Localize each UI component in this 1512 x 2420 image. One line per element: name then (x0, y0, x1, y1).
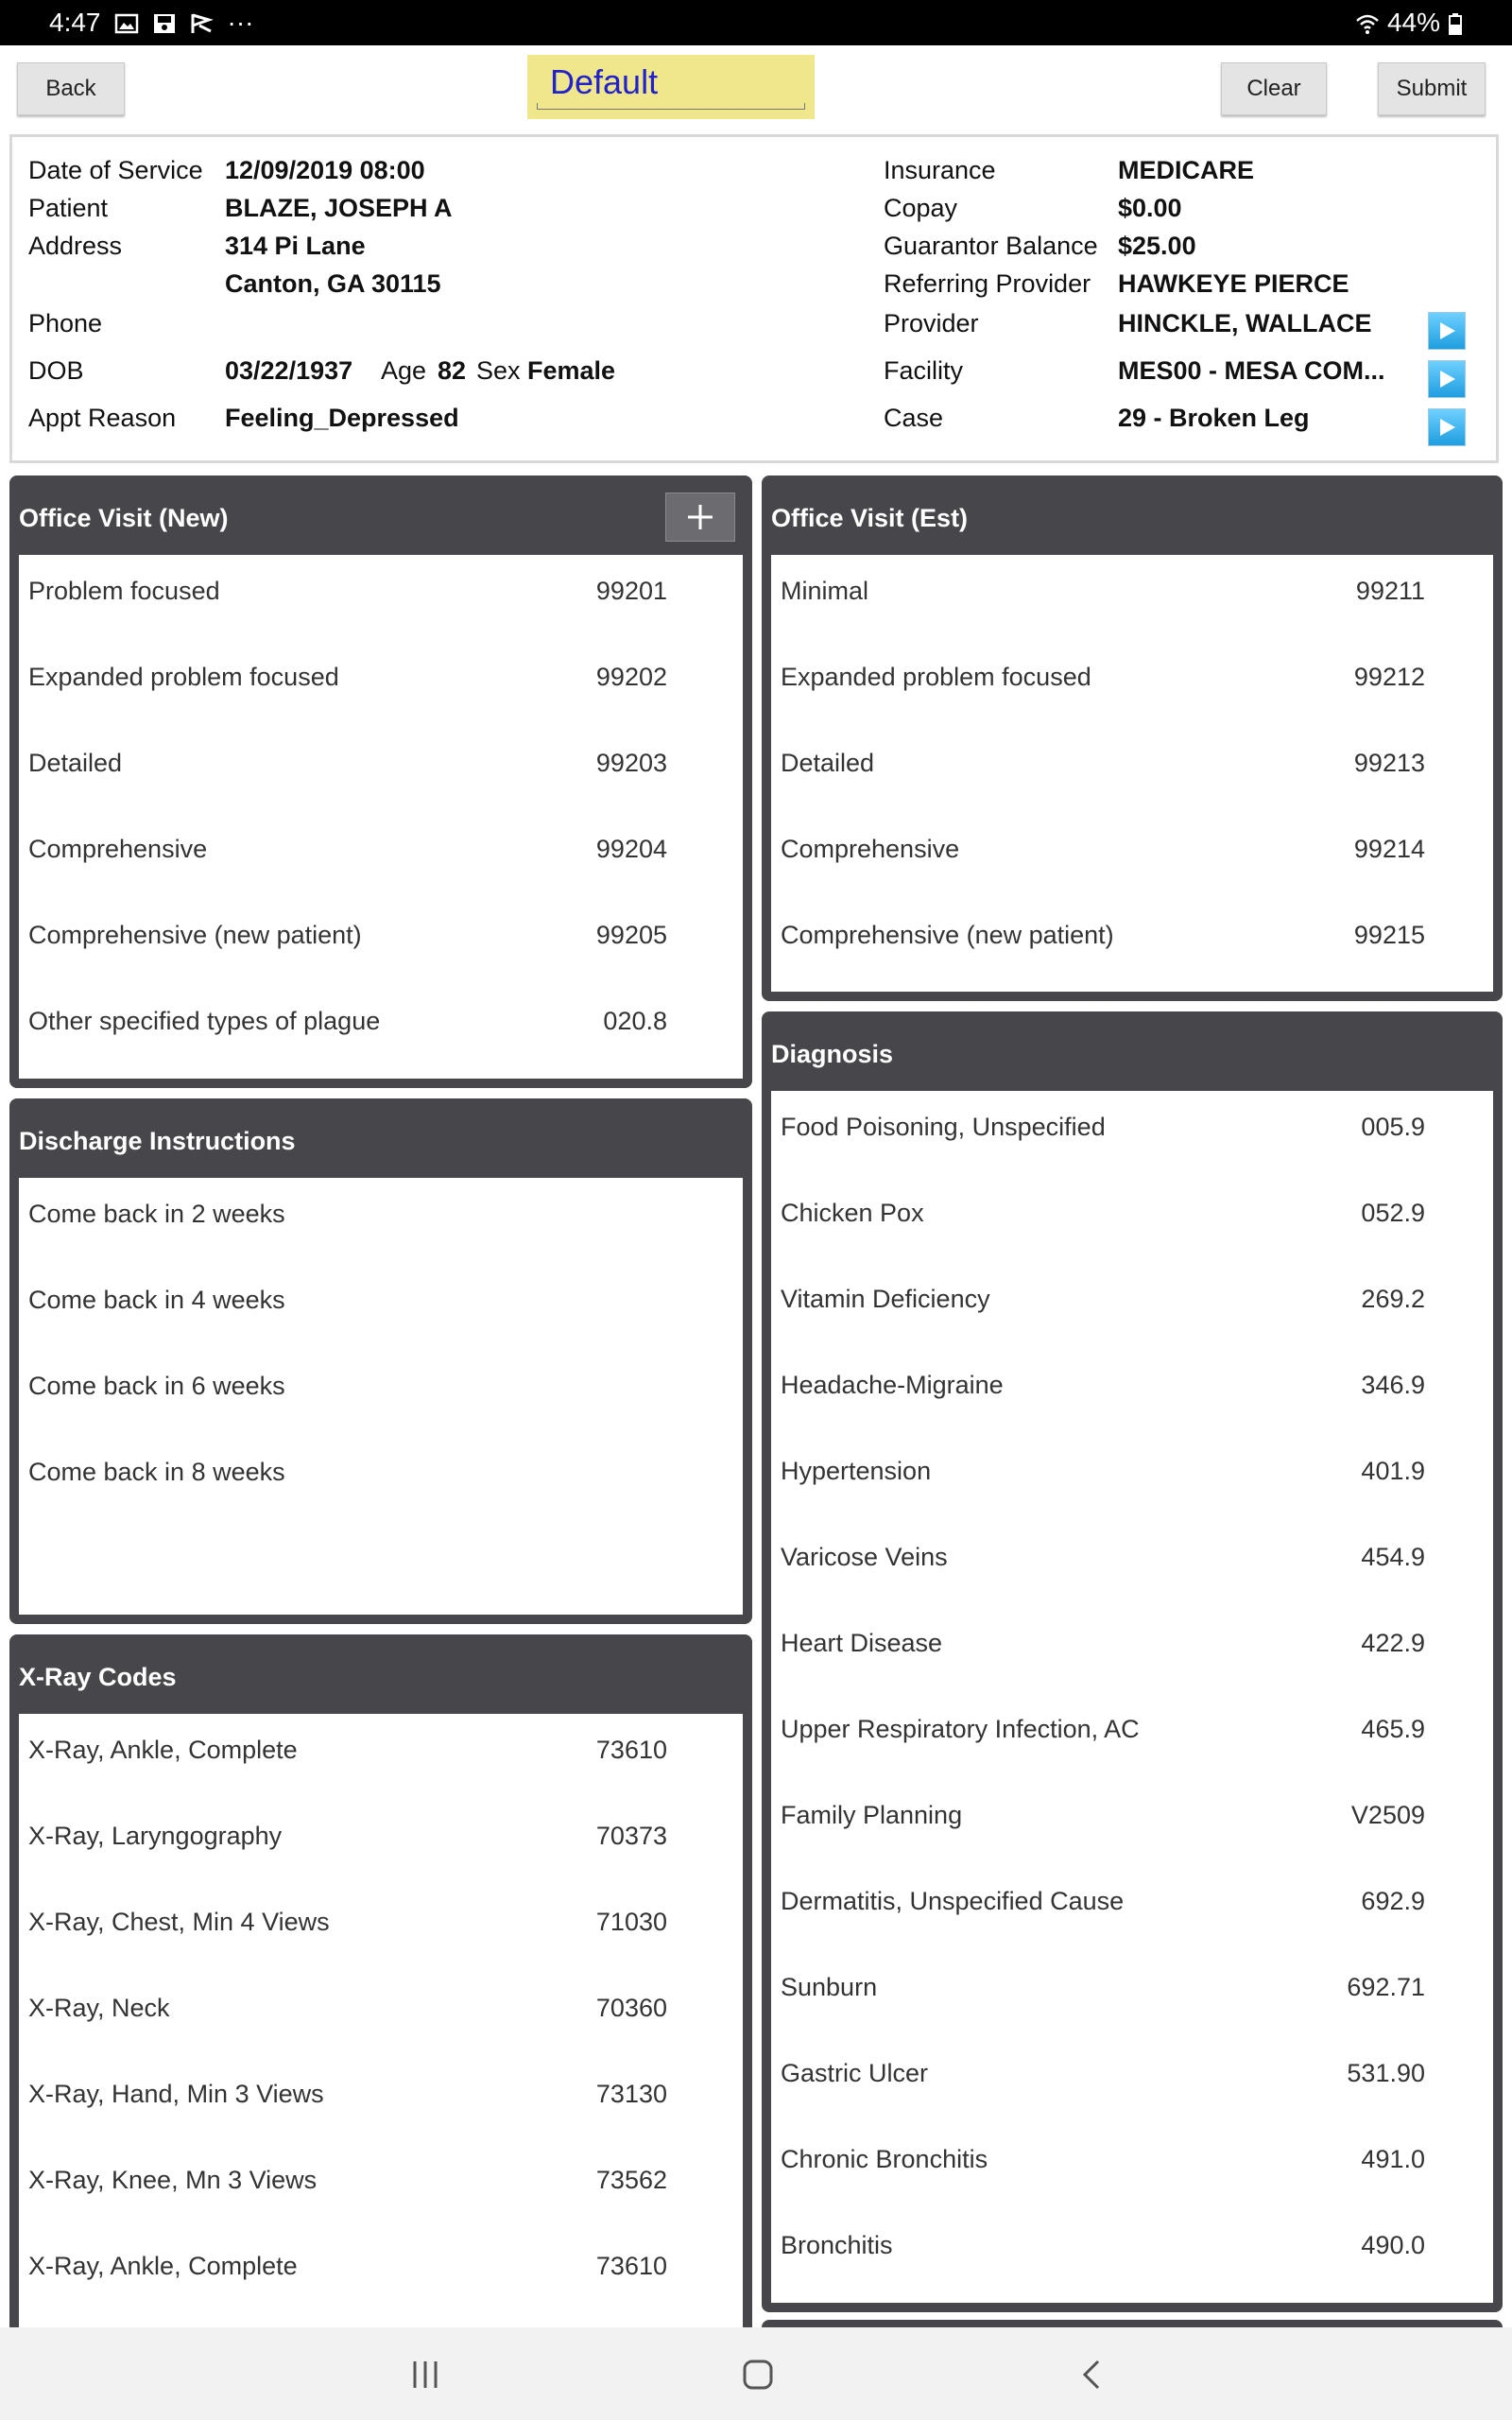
item-code: 99213 (1353, 749, 1425, 777)
list-item[interactable] (19, 813, 743, 899)
home-icon[interactable] (739, 2356, 777, 2394)
item-description: Chronic Bronchitis (781, 2145, 988, 2173)
case-value: 29 - Broken Leg (1118, 404, 1310, 432)
list-item[interactable] (19, 1436, 743, 1522)
item-code: 346.9 (1361, 1371, 1425, 1399)
item-description: X-Ray, Laryngography (28, 1822, 283, 1850)
item-code: 99202 (595, 663, 667, 691)
list-item[interactable] (771, 727, 1493, 813)
item-description: Minimal (781, 577, 869, 605)
item-description: Vitamin Deficiency (781, 1285, 990, 1313)
item-code: 73610 (595, 2252, 667, 2280)
date-of-service-value: 12/09/2019 08:00 (225, 156, 425, 184)
item-description: Headache-Migraine (781, 1371, 1004, 1399)
address-line1: 314 Pi Lane (225, 232, 366, 260)
list-item[interactable] (771, 1951, 1493, 2037)
list-item[interactable] (19, 1972, 743, 2058)
list-item[interactable] (771, 1865, 1493, 1951)
item-code: 99205 (595, 921, 667, 949)
item-description: X-Ray, Chest, Min 4 Views (28, 1908, 330, 1936)
item-description: Expanded problem focused (781, 663, 1091, 691)
item-description: Sunburn (781, 1973, 878, 2001)
copay-label: Copay (884, 194, 958, 222)
office-visit-new-title: Office Visit (New) (19, 504, 229, 532)
back-nav-icon[interactable] (1074, 2356, 1111, 2394)
item-code: 005.9 (1361, 1113, 1425, 1141)
facility-value: MES00 - MESA COM... (1118, 356, 1385, 385)
item-description: Gastric Ulcer (781, 2059, 929, 2087)
office-visit-est-panel (762, 475, 1503, 1001)
list-item[interactable] (771, 813, 1493, 899)
item-description: X-Ray, Ankle, Complete (28, 1736, 298, 1764)
battery-icon (1448, 11, 1463, 34)
list-item[interactable] (19, 727, 743, 813)
referring-provider-value: HAWKEYE PIERCE (1118, 269, 1349, 298)
item-description: Comprehensive (781, 835, 960, 863)
item-code: 422.9 (1361, 1629, 1425, 1657)
item-description: X-Ray, Hand, Min 3 Views (28, 2080, 324, 2108)
case-label: Case (884, 404, 944, 432)
provider-value: HINCKLE, WALLACE (1118, 309, 1372, 337)
item-code: 99204 (595, 835, 667, 863)
item-description: Heart Disease (781, 1629, 943, 1657)
item-code: 99201 (595, 577, 667, 605)
office-visit-new-panel (9, 475, 752, 1088)
item-description: Detailed (28, 749, 123, 777)
item-code: 71030 (595, 1908, 667, 1936)
item-code: 99212 (1353, 663, 1425, 691)
age-value: 82 (438, 356, 467, 385)
item-description: Varicose Veins (781, 1543, 948, 1571)
xray-codes-panel (9, 1634, 752, 2353)
plus-icon (684, 501, 716, 533)
item-description: Upper Respiratory Infection, AC (781, 1715, 1140, 1743)
list-item[interactable] (771, 1177, 1493, 1263)
list-item[interactable] (19, 1886, 743, 1972)
list-item[interactable] (19, 1264, 743, 1350)
list-item[interactable] (19, 2230, 743, 2316)
list-item[interactable] (771, 1521, 1493, 1607)
provider-select-play-icon[interactable] (1428, 312, 1466, 350)
clear-button[interactable]: Clear (1221, 62, 1327, 115)
image-icon (114, 11, 139, 34)
item-code: 99211 (1355, 577, 1425, 605)
xray-codes-list (19, 1714, 743, 2353)
sex-label: Sex (476, 356, 521, 385)
list-item[interactable] (771, 2123, 1493, 2209)
office-visit-est-list (771, 555, 1493, 992)
item-description: X-Ray, Knee, Mn 3 Views (28, 2166, 318, 2194)
item-description: Food Poisoning, Unspecified (781, 1113, 1106, 1141)
item-code: 020.8 (603, 1007, 667, 1035)
list-item[interactable] (771, 1435, 1493, 1521)
list-item[interactable] (771, 1349, 1493, 1435)
appt-reason-label: Appt Reason (28, 404, 177, 432)
patient-info (9, 134, 1499, 463)
item-code: 99214 (1353, 835, 1425, 863)
toolbar (0, 45, 1512, 134)
item-code: 73562 (595, 2166, 667, 2194)
provider-label: Provider (884, 309, 979, 337)
item-code: 465.9 (1361, 1715, 1425, 1743)
office-visit-est-title: Office Visit (Est) (771, 504, 969, 532)
list-item[interactable] (19, 641, 743, 727)
insurance-label: Insurance (884, 156, 996, 184)
item-description: Dermatitis, Unspecified Cause (781, 1887, 1125, 1915)
guarantor-balance-value: $25.00 (1118, 232, 1196, 260)
item-description: X-Ray, Neck (28, 1994, 170, 2022)
list-item[interactable] (771, 641, 1493, 727)
patient-label: Patient (28, 194, 109, 222)
item-code: 70360 (595, 1994, 667, 2022)
template-select[interactable] (527, 55, 815, 119)
item-description: Come back in 6 weeks (28, 1372, 285, 1400)
list-item[interactable] (771, 1693, 1493, 1779)
diagnosis-title: Diagnosis (771, 1040, 894, 1068)
referring-provider-label: Referring Provider (884, 269, 1091, 298)
list-item[interactable] (19, 1714, 743, 1800)
discharge-instructions-list (19, 1178, 743, 1615)
item-description: Comprehensive (new patient) (781, 921, 1114, 949)
item-code: 99203 (595, 749, 667, 777)
status-time: 4:47 (49, 8, 101, 37)
item-description: Bronchitis (781, 2231, 893, 2259)
item-description: X-Ray, Ankle, Complete (28, 2252, 298, 2280)
list-item[interactable] (771, 2209, 1493, 2295)
list-item[interactable] (19, 1800, 743, 1886)
status-more: ··· (227, 8, 254, 37)
item-description: Come back in 4 weeks (28, 1286, 285, 1314)
list-item[interactable] (771, 1263, 1493, 1349)
item-code: 531.90 (1347, 2059, 1425, 2087)
address-label: Address (28, 232, 123, 260)
guarantor-balance-label: Guarantor Balance (884, 232, 1098, 260)
item-code: 70373 (595, 1822, 667, 1850)
battery-percent: 44% (1386, 8, 1440, 37)
list-item[interactable] (19, 2144, 743, 2230)
age-label: Age (381, 356, 427, 385)
item-description: Detailed (781, 749, 875, 777)
phone-label: Phone (28, 309, 103, 337)
item-description: Chicken Pox (781, 1199, 924, 1227)
flag-icon (190, 11, 215, 34)
facility-select-play-icon[interactable] (1428, 360, 1466, 398)
xray-codes-title: X-Ray Codes (19, 1663, 177, 1691)
item-description: Family Planning (781, 1801, 963, 1829)
list-item[interactable] (19, 2058, 743, 2144)
item-description: Other specified types of plague (28, 1007, 381, 1035)
sex-value: Female (527, 356, 616, 385)
dob-value: 03/22/1937 (225, 356, 353, 385)
item-description: Comprehensive (28, 835, 208, 863)
case-select-play-icon[interactable] (1428, 408, 1466, 446)
item-description: Hypertension (781, 1457, 932, 1485)
date-of-service-label: Date of Service (28, 156, 203, 184)
item-description: Comprehensive (new patient) (28, 921, 362, 949)
item-description: Expanded problem focused (28, 663, 339, 691)
list-item[interactable] (771, 899, 1493, 985)
office-visit-new-list (19, 555, 743, 1079)
item-code: 73130 (595, 2080, 667, 2108)
item-code: 454.9 (1361, 1543, 1425, 1571)
list-item[interactable] (19, 555, 743, 641)
patient-name: BLAZE, JOSEPH A (225, 194, 453, 222)
list-item[interactable] (771, 1779, 1493, 1865)
diagnosis-list (771, 1091, 1493, 2303)
item-code: 401.9 (1361, 1457, 1425, 1485)
item-code: 692.71 (1347, 1973, 1425, 2001)
list-item[interactable] (771, 1091, 1493, 1177)
item-code: 490.0 (1361, 2231, 1425, 2259)
wifi-icon (1355, 11, 1380, 34)
list-item[interactable] (19, 985, 743, 1071)
item-code: 692.9 (1361, 1887, 1425, 1915)
item-code: V2509 (1350, 1801, 1425, 1829)
copay-value: $0.00 (1118, 194, 1182, 222)
item-description: Come back in 2 weeks (28, 1200, 285, 1228)
address-line2: Canton, GA 30115 (225, 269, 441, 298)
discharge-instructions-title: Discharge Instructions (19, 1127, 296, 1155)
recent-apps-icon[interactable] (406, 2356, 444, 2394)
item-code: 73610 (595, 1736, 667, 1764)
list-item[interactable] (771, 555, 1493, 641)
appt-reason-value: Feeling_Depressed (225, 404, 459, 432)
navigation-bar (0, 2327, 1512, 2420)
list-item[interactable] (771, 2037, 1493, 2123)
list-item[interactable] (19, 899, 743, 985)
list-item[interactable] (19, 1350, 743, 1436)
list-item[interactable] (771, 1607, 1493, 1693)
submit-button[interactable]: Submit (1378, 62, 1486, 115)
back-button[interactable]: Back (17, 62, 125, 115)
item-code: 491.0 (1361, 2145, 1425, 2173)
facility-label: Facility (884, 356, 964, 385)
item-description: Come back in 8 weeks (28, 1458, 285, 1486)
add-button[interactable] (665, 493, 735, 542)
item-code: 99215 (1353, 921, 1425, 949)
insurance-value: MEDICARE (1118, 156, 1255, 184)
item-code: 269.2 (1361, 1285, 1425, 1313)
select-underline (537, 103, 805, 110)
diagnosis-panel (762, 1011, 1503, 2312)
item-description: Problem focused (28, 577, 220, 605)
list-item[interactable] (19, 1178, 743, 1264)
discharge-instructions-panel (9, 1098, 752, 1624)
dob-label: DOB (28, 356, 84, 385)
item-code: 052.9 (1361, 1199, 1425, 1227)
template-value: Default (550, 62, 659, 101)
status-bar (0, 0, 1512, 45)
save-icon (152, 11, 177, 34)
